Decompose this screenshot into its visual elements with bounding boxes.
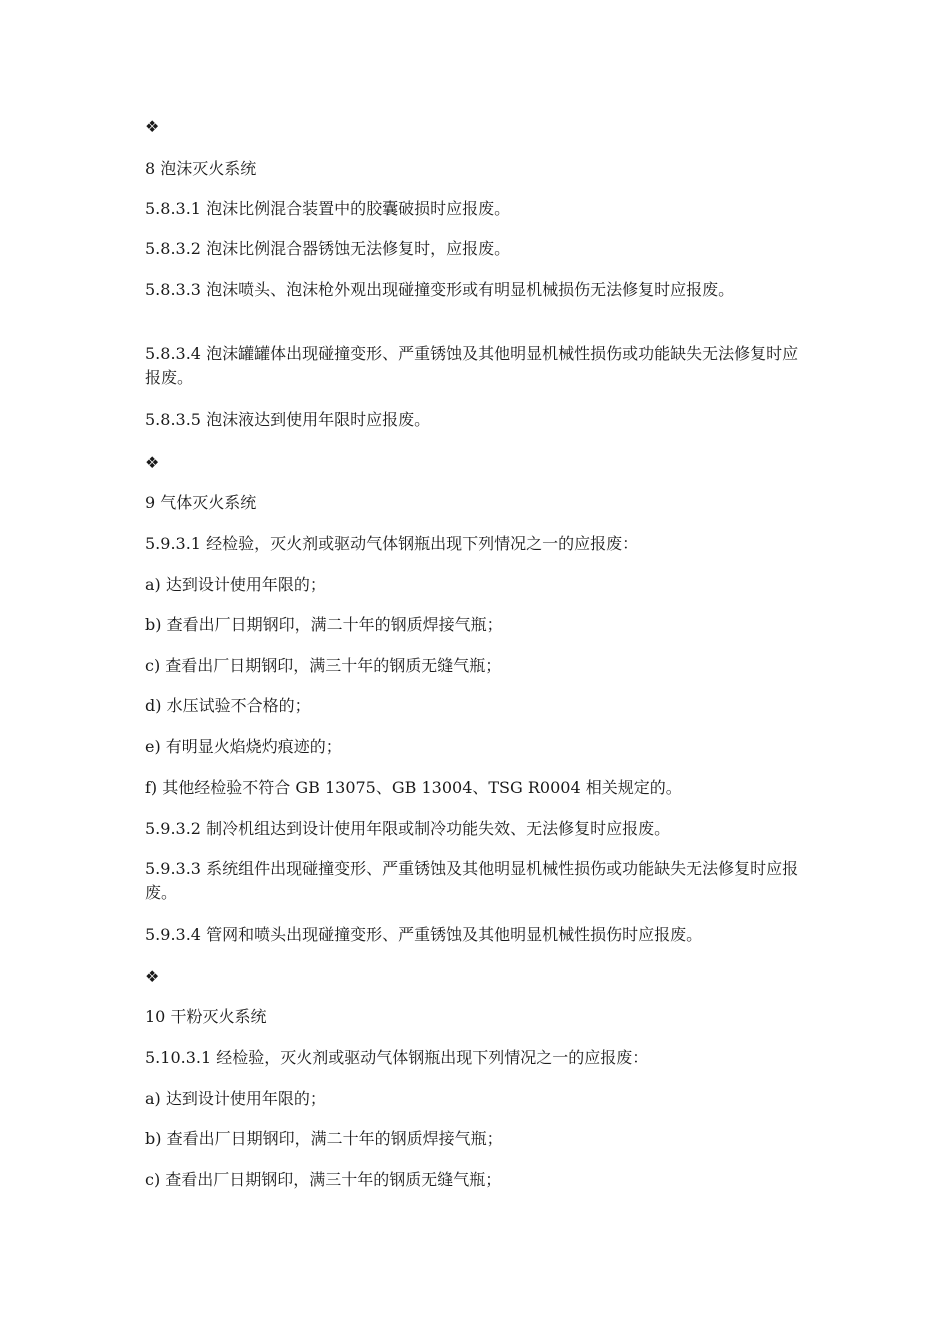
section-heading-foam: 8 泡沫灭火系统 — [145, 159, 257, 178]
clause-5-8-3-3: 5.8.3.3 泡沫喷头、泡沫枪外观出现碰撞变形或有明显机械损伤无法修复时应报废。 — [145, 280, 735, 299]
clause-5-8-3-2: 5.8.3.2 泡沫比例混合器锈蚀无法修复时，应报废。 — [145, 239, 511, 258]
list-item: e) 有明显火焰烧灼痕迹的； — [145, 737, 342, 756]
section-ornament: ❖ — [145, 117, 160, 136]
clause-5-9-3-2: 5.9.3.2 制冷机组达到设计使用年限或制冷功能失效、无法修复时应报废。 — [145, 819, 671, 838]
list-item: c) 查看出厂日期钢印，满三十年的钢质无缝气瓶； — [145, 1170, 502, 1189]
section-ornament: ❖ — [145, 453, 160, 472]
section-heading-powder: 10 干粉灭火系统 — [145, 1007, 267, 1026]
list-item: a) 达到设计使用年限的； — [145, 1089, 326, 1108]
clause-5-9-3-1: 5.9.3.1 经检验，灭火剂或驱动气体钢瓶出现下列情况之一的应报废： — [145, 534, 639, 553]
list-item: c) 查看出厂日期钢印，满三十年的钢质无缝气瓶； — [145, 656, 502, 675]
list-item: f) 其他经检验不符合 GB 13075、GB 13004、TSG R0004 相关规定的。 — [145, 778, 682, 797]
clause-5-8-3-5: 5.8.3.5 泡沫液达到使用年限时应报废。 — [145, 410, 431, 429]
clause-5-9-3-3: 5.9.3.3 系统组件出现碰撞变形、严重锈蚀及其他明显机械性损伤或功能缺失无法修复时应报废。 — [145, 859, 799, 902]
section-ornament: ❖ — [145, 967, 160, 986]
clause-5-8-3-1: 5.8.3.1 泡沫比例混合装置中的胶囊破损时应报废。 — [145, 199, 511, 218]
list-item: b) 查看出厂日期钢印，满二十年的钢质焊接气瓶； — [145, 615, 503, 634]
clause-5-10-3-1: 5.10.3.1 经检验，灭火剂或驱动气体钢瓶出现下列情况之一的应报废： — [145, 1048, 649, 1067]
clause-5-8-3-4: 5.8.3.4 泡沫罐罐体出现碰撞变形、严重锈蚀及其他明显机械性损伤或功能缺失无法修复时应报废。 — [145, 344, 799, 387]
list-item: a) 达到设计使用年限的； — [145, 575, 326, 594]
list-item: b) 查看出厂日期钢印，满二十年的钢质焊接气瓶； — [145, 1129, 503, 1148]
section-heading-gas: 9 气体灭火系统 — [145, 493, 257, 512]
list-item: d) 水压试验不合格的； — [145, 696, 311, 715]
clause-5-9-3-4: 5.9.3.4 管网和喷头出现碰撞变形、严重锈蚀及其他明显机械性损伤时应报废。 — [145, 925, 703, 944]
